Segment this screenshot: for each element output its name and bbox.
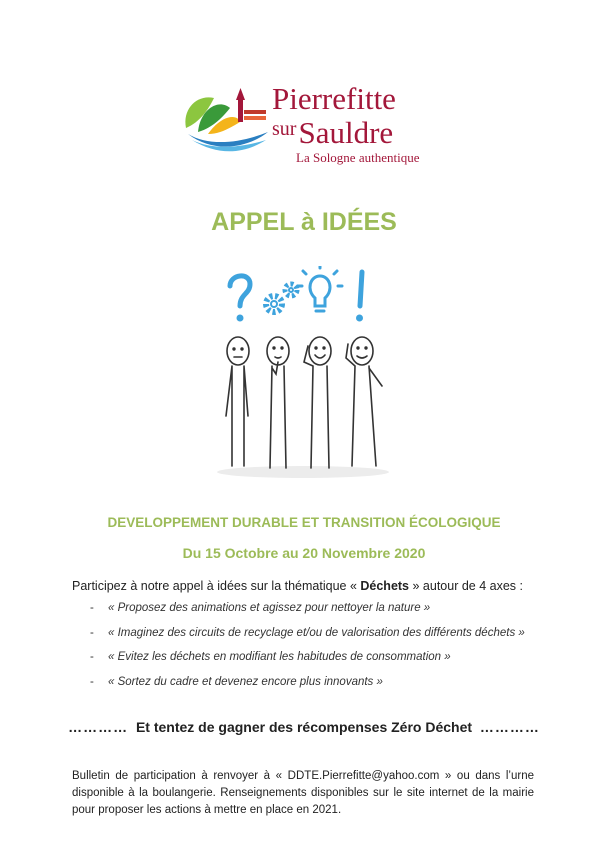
axis-text: « Proposez des animations et agissez pour nettoyer la nature »: [108, 602, 431, 614]
list-dash: -: [90, 626, 94, 639]
logo-emblem-icon: [178, 84, 274, 154]
list-dash: -: [90, 651, 94, 663]
intro-after: » autour de 4 axes :: [409, 579, 523, 593]
page-title: APPEL à IDÉES: [211, 208, 397, 236]
dots-left: …………: [68, 719, 129, 735]
axes-list: [90, 602, 525, 700]
figure-4: [346, 337, 382, 466]
intro-text: [72, 579, 523, 593]
list-dash: -: [90, 675, 94, 688]
list-item: [90, 602, 525, 627]
axis-text: « Sortez du cadre et devenez encore plus innovants »: [108, 675, 383, 688]
logo-name-line1: Pierrefitte: [272, 81, 396, 116]
section-subtitle: DEVELOPPEMENT DURABLE ET TRANSITION ÉCOLOGIQUE: [107, 515, 501, 530]
stick-figures: [226, 337, 382, 468]
lightbulb-icon: [298, 266, 342, 311]
logo-name-sauldre: Sauldre: [298, 115, 394, 150]
list-item: [90, 676, 525, 701]
list-dash: -: [90, 602, 94, 614]
reward-line: [0, 719, 608, 735]
list-item: [90, 651, 525, 676]
logo-tagline: La Sologne authentique: [296, 150, 420, 165]
reward-text: Et tentez de gagner des récompenses Zéro Déchet: [135, 719, 473, 735]
exclamation-icon: [356, 272, 363, 322]
ideas-illustration: [212, 266, 394, 480]
question-mark-icon: [230, 276, 250, 322]
logo-sur: sur: [272, 118, 297, 140]
list-item: [90, 627, 525, 652]
dots-right: …………: [479, 719, 540, 735]
logo-name-line2: [272, 114, 393, 148]
floor-shadow: [217, 466, 389, 478]
date-range: Du 15 Octobre au 20 Novembre 2020: [182, 545, 426, 561]
figure-1: [226, 337, 249, 466]
intro-before: Participez à notre appel à idées sur la thématique «: [72, 579, 361, 593]
axis-text: « Imaginez des circuits de recyclage et/ou de valorisation des différents déchets »: [108, 626, 525, 639]
town-logo: [178, 80, 438, 170]
bulletin-paragraph: Bulletin de participation à renvoyer à « DDTE.Pierrefitte@yahoo.com » ou dans l’urne disponible à la boulangerie. Renseignements disponibles sur le site internet de la mairie pour proposer les actions à mettre en place en 2021.: [72, 770, 534, 816]
axis-text: « Evitez les déchets en modifiant les habitudes de consommation »: [108, 651, 451, 663]
figure-2: [267, 337, 289, 468]
figure-3: [304, 337, 331, 468]
intro-keyword: Déchets: [360, 579, 410, 593]
gears-icon: [266, 284, 297, 312]
